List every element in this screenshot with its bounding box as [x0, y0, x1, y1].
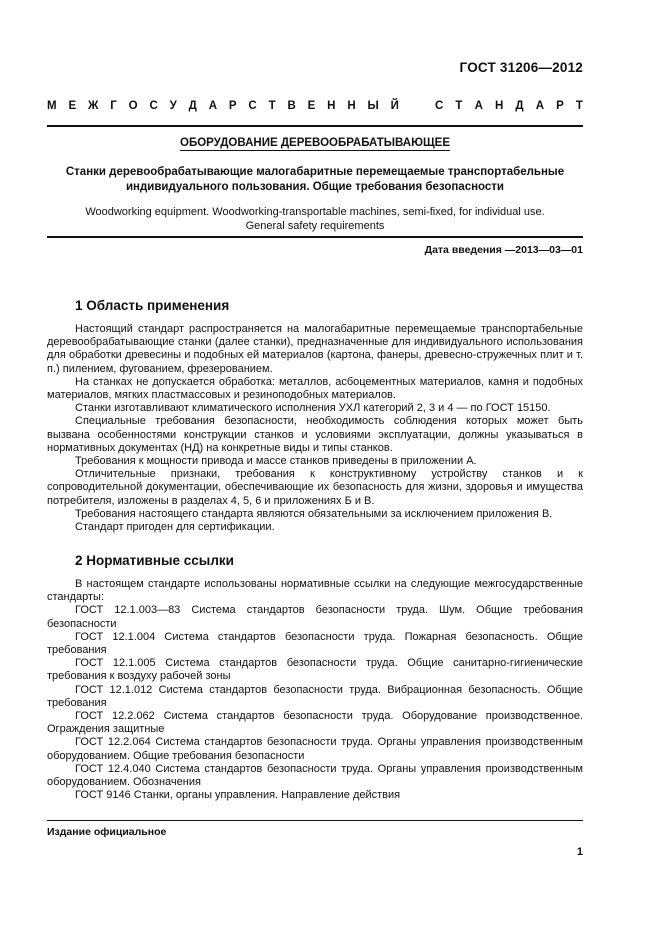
- introduction-date: Дата введения —2013—03—01: [424, 244, 583, 256]
- interstate-standard-banner: [47, 100, 583, 112]
- document-title-text: ОБОРУДОВАНИЕ ДЕРЕВООБРАБАТЫВАЮЩЕЕ: [180, 137, 450, 149]
- english-title: [47, 205, 583, 233]
- paragraph: Настоящий стандарт распространяется на малогабаритные перемещаемые транспортабельные деревообрабатывающие станки (далее станки), предназначенные для индивидуального использования для обработки древесины и подобных ей материалов (картона, фанеры, древесно-стружечных плит и т. п.) пилением, фугованием, фрезерованием.: [47, 323, 583, 375]
- banner-word-interstate: М Е Ж Г О С У Д А Р С Т В Е Н Н Ы Й: [47, 100, 399, 112]
- header-divider: [47, 125, 583, 127]
- document-subtitle-line-1: Станки деревообрабатывающие малогабаритные перемещаемые транспортабельные: [65, 166, 565, 178]
- page-number: 1: [576, 846, 583, 858]
- section-1-heading: 1 Область применения: [75, 298, 230, 313]
- english-title-line-2: General safety requirements: [245, 220, 385, 232]
- document-title: [47, 137, 583, 149]
- paragraph: Станки изготавливают климатического исполнения УХЛ категорий 2, 3 и 4 — по ГОСТ 15150.: [75, 402, 551, 415]
- reference-item: ГОСТ 9146 Станки, органы управления. Направление действия: [75, 789, 401, 802]
- reference-item: ГОСТ 12.1.005 Система стандартов безопасности труда. Общие санитарно-гигиенические требования к воздуху рабочей зоны: [47, 657, 583, 683]
- document-subtitle-line-2: индивидуального пользования. Общие требования безопасности: [125, 181, 505, 193]
- title-divider: [47, 236, 583, 238]
- reference-item: ГОСТ 12.2.064 Система стандартов безопасности труда. Органы управления производственным оборудованием. Общие требования безопасности: [47, 736, 583, 762]
- paragraph: Отличительные признаки, требования к конструктивному устройству станков и к сопроводительной документации, обеспечивающие их безопасность для жизни, здоровья и имущества потребителя, изложены в разделах 4, 5, 6 и приложениях Б и В.: [47, 468, 583, 507]
- paragraph: Требования к мощности привода и массе станков приведены в приложении А.: [75, 455, 477, 468]
- footer-divider: [47, 820, 583, 821]
- section-2-body: [47, 578, 583, 802]
- paragraph: Специальные требования безопасности, необходимость соблюдения которых может быть вызвана особенностями конструкции станков и условиями эксплуатации, должны указываться в нормативных документах (НД) на конкретные виды и типы станков.: [47, 415, 583, 454]
- english-title-line-1: Woodworking equipment. Woodworking-transportable machines, semi-fixed, for individual use.: [85, 206, 545, 218]
- reference-item: ГОСТ 12.2.062 Система стандартов безопасности труда. Оборудование производственное. Ограждения защитные: [47, 710, 583, 736]
- reference-item: ГОСТ 12.1.003—83 Система стандартов безопасности труда. Шум. Общие требования безопасности: [47, 604, 583, 630]
- standard-code: ГОСТ 31206—2012: [459, 60, 583, 75]
- reference-item: ГОСТ 12.4.040 Система стандартов безопасности труда. Органы управления производственным оборудованием. Обозначения: [47, 762, 583, 789]
- paragraph: В настоящем стандарте использованы нормативные ссылки на следующие межгосударственные стандарты:: [47, 578, 583, 604]
- paragraph: Стандарт пригоден для сертификации.: [75, 521, 275, 534]
- official-edition-label: Издание официальное: [47, 826, 167, 838]
- paragraph: Требования настоящего стандарта являются обязательными за исключением приложения В.: [75, 507, 553, 520]
- reference-item: ГОСТ 12.1.012 Система стандартов безопасности труда. Вибрационная безопасность. Общие требования: [47, 683, 583, 709]
- paragraph: На станках не допускается обработка: металлов, асбоцементных материалов, камня и подобных материалов, мягких пластмассовых и резиноподобных материалов.: [47, 375, 583, 402]
- document-subtitle: [47, 165, 583, 195]
- banner-word-standard: С Т А Н Д А Р Т: [435, 100, 583, 112]
- reference-item: ГОСТ 12.1.004 Система стандартов безопасности труда. Пожарная безопасность. Общие требования: [47, 630, 583, 657]
- section-1-body: [47, 323, 583, 534]
- section-2-heading: 2 Нормативные ссылки: [75, 553, 234, 568]
